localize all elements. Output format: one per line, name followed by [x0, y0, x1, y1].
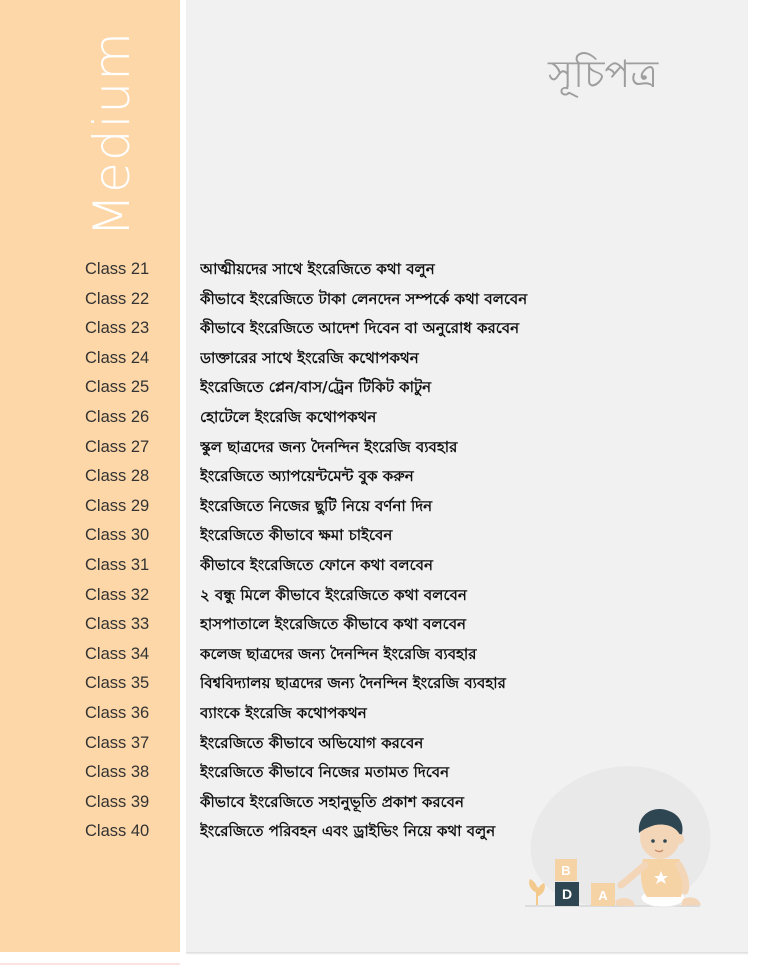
- svg-text:B: B: [561, 863, 571, 878]
- level-title: [82, 22, 142, 246]
- toc-class-label: Class 33: [85, 615, 150, 634]
- toc-item[interactable]: [0, 255, 748, 285]
- toc-class-label: Class 37: [85, 733, 150, 752]
- toc-item[interactable]: [0, 581, 748, 611]
- toc-class-label: Class 35: [85, 674, 150, 693]
- toc-item[interactable]: [0, 373, 748, 403]
- toc-item-title: হোটেলে ইংরেজি কথোপকথন: [200, 407, 377, 426]
- toc-item-title: বিশ্ববিদ্যালয় ছাত্রদের জন্য দৈনন্দিন ইংরেজি ব্যবহার: [200, 674, 506, 693]
- toc-class-label: Class 36: [85, 703, 150, 722]
- child-with-blocks-illustration: [515, 755, 715, 915]
- toc-item-title: ইংরেজিতে প্লেন/বাস/ট্রেন টিকিট কাটুন: [200, 378, 432, 397]
- toc-class-label: Class 23: [85, 319, 150, 338]
- block-a-icon: [591, 883, 615, 906]
- toc-item-title: কীভাবে ইংরেজিতে আদেশ দিবেন বা অনুরোধ করবেন: [200, 319, 520, 338]
- illustration-graphic: [515, 755, 715, 915]
- toc-item[interactable]: [0, 729, 748, 759]
- toc-class-label: Class 28: [85, 467, 150, 486]
- toc-item[interactable]: [0, 610, 748, 640]
- toc-class-label: Class 26: [85, 407, 150, 426]
- toc-item-title: ইংরেজিতে পরিবহন এবং ড্রাইভিং নিয়ে কথা বলুন: [200, 822, 496, 841]
- toc-item[interactable]: [0, 521, 748, 551]
- toc-class-label: Class 25: [85, 378, 150, 397]
- block-d-icon: [555, 882, 579, 906]
- toc-item[interactable]: [0, 285, 748, 315]
- toc-item[interactable]: [0, 551, 748, 581]
- toc-class-label: Class 30: [85, 526, 150, 545]
- toc-class-label: Class 24: [85, 348, 150, 367]
- toc-class-label: Class 27: [85, 437, 150, 456]
- toc-class-label: Class 32: [85, 585, 150, 604]
- toc-item[interactable]: [0, 699, 748, 729]
- toc-item-title: ইংরেজিতে কীভাবে নিজের মতামত দিবেন: [200, 763, 450, 782]
- toc-item-title: কীভাবে ইংরেজিতে টাকা লেনদেন সম্পর্কে কথা বলবেন: [200, 289, 528, 308]
- page-title: সূচিপত্র: [548, 52, 659, 96]
- toc-item-title: ইংরেজিতে অ্যাপয়েন্টমেন্ট বুক করুন: [200, 467, 414, 486]
- svg-text:A: A: [598, 888, 608, 903]
- toc-item-title: ব্যাংকে ইংরেজি কথোপকথন: [200, 703, 367, 722]
- toc-item[interactable]: [0, 344, 748, 374]
- toc-item-title: কীভাবে ইংরেজিতে সহানুভূতি প্রকাশ করবেন: [200, 792, 464, 811]
- toc-item-title: আত্মীয়দের সাথে ইংরেজিতে কথা বলুন: [200, 260, 435, 278]
- toc-item[interactable]: [0, 314, 748, 344]
- toc-item-title: ইংরেজিতে নিজের ছুটি নিয়ে বর্ণনা দিন: [200, 496, 433, 515]
- toc-item-title: ডাক্তারের সাথে ইংরেজি কথোপকথন: [200, 348, 419, 367]
- toc-item[interactable]: [0, 403, 748, 433]
- toc-item[interactable]: [0, 669, 748, 699]
- toc-item-title: ২ বন্ধু মিলে কীভাবে ইংরেজিতে কথা বলবেন: [200, 585, 467, 604]
- toc-class-label: Class 40: [85, 822, 150, 841]
- toc-item[interactable]: [0, 640, 748, 670]
- toc-item-title: স্কুল ছাত্রদের জন্য দৈনন্দিন ইংরেজি ব্যবহার: [200, 437, 458, 456]
- toc-class-label: Class 34: [85, 644, 150, 663]
- toc-class-label: Class 39: [85, 792, 150, 811]
- toc-item-title: কলেজ ছাত্রদের জন্য দৈনন্দিন ইংরেজি ব্যবহার: [200, 644, 477, 663]
- toc-class-label: Class 21: [85, 260, 150, 278]
- block-b-icon: [555, 859, 577, 881]
- toc-item[interactable]: [0, 492, 748, 522]
- toc-item-title: ইংরেজিতে কীভাবে ক্ষমা চাইবেন: [200, 526, 393, 545]
- svg-text:D: D: [561, 886, 573, 902]
- toc-class-label: Class 31: [85, 555, 150, 574]
- plant-icon: [529, 879, 545, 905]
- toc-class-label: Class 22: [85, 289, 150, 308]
- toc-item-title: হাসপাতালে ইংরেজিতে কীভাবে কথা বলবেন: [200, 615, 466, 634]
- toc-class-label: Class 29: [85, 496, 150, 515]
- level-title-text: Medium: [83, 31, 141, 237]
- toc-item[interactable]: [0, 462, 748, 492]
- toc-class-label: Class 38: [85, 763, 150, 782]
- toc-item-title: ইংরেজিতে কীভাবে অভিযোগ করবেন: [200, 733, 424, 752]
- toc-item-title: কীভাবে ইংরেজিতে ফোনে কথা বলবেন: [200, 555, 433, 574]
- toc-item[interactable]: [0, 433, 748, 463]
